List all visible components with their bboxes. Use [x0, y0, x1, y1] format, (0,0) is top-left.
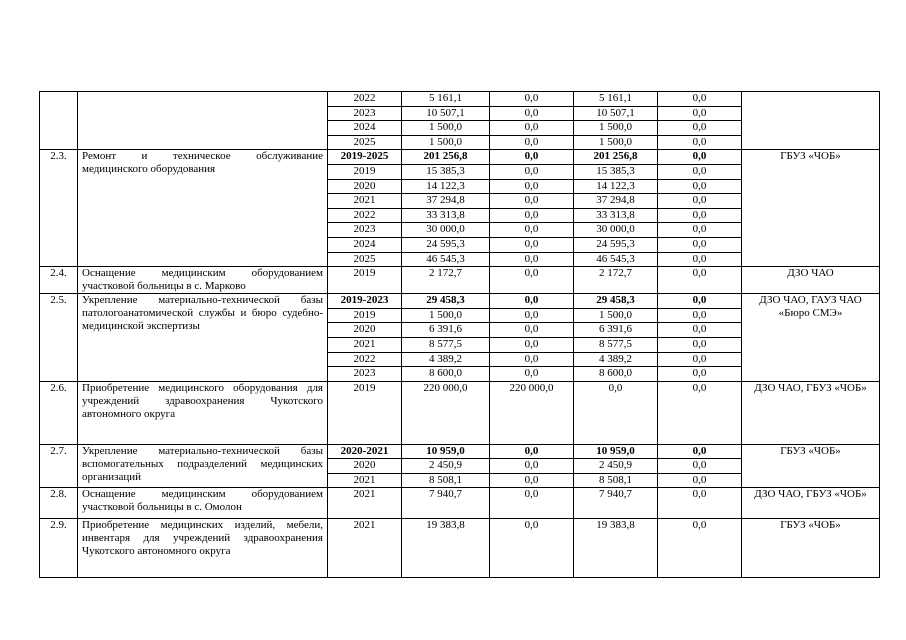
other-sources-cell: 0,0 — [658, 381, 742, 444]
federal-budget-cell: 0,0 — [490, 267, 574, 294]
other-sources-cell: 0,0 — [658, 164, 742, 179]
federal-budget-cell: 0,0 — [490, 337, 574, 352]
item-name: Приобретение медицинского оборудования для учреждений здравоохранения Чукотского автономного округа — [78, 381, 328, 444]
other-sources-cell: 0,0 — [658, 267, 742, 294]
year-cell: 2021 — [328, 488, 402, 519]
table-row — [40, 381, 880, 444]
okrug-budget-cell: 1 500,0 — [574, 308, 658, 323]
executor-cell: ДЗО ЧАО, ГБУЗ «ЧОБ» — [742, 381, 880, 444]
other-sources-cell: 0,0 — [658, 194, 742, 209]
okrug-budget-cell: 19 383,8 — [574, 519, 658, 578]
item-number: 2.9. — [40, 519, 78, 578]
table-row — [40, 519, 880, 578]
okrug-budget-cell: 2 172,7 — [574, 267, 658, 294]
federal-budget-cell: 0,0 — [490, 194, 574, 209]
item-name — [78, 92, 328, 150]
year-cell: 2019 — [328, 381, 402, 444]
federal-budget-cell: 0,0 — [490, 92, 574, 107]
federal-budget-cell: 0,0 — [490, 164, 574, 179]
table-row — [40, 488, 880, 519]
year-cell: 2019 — [328, 164, 402, 179]
federal-budget-cell: 0,0 — [490, 150, 574, 165]
other-sources-cell: 0,0 — [658, 519, 742, 578]
other-sources-cell: 0,0 — [658, 237, 742, 252]
federal-budget-cell: 0,0 — [490, 179, 574, 194]
other-sources-cell: 0,0 — [658, 294, 742, 309]
year-cell: 2022 — [328, 208, 402, 223]
year-cell: 2021 — [328, 519, 402, 578]
total-cell: 1 500,0 — [402, 308, 490, 323]
okrug-budget-cell: 1 500,0 — [574, 121, 658, 136]
item-number: 2.5. — [40, 294, 78, 382]
other-sources-cell: 0,0 — [658, 323, 742, 338]
total-cell: 15 385,3 — [402, 164, 490, 179]
year-cell: 2022 — [328, 92, 402, 107]
item-number: 2.8. — [40, 488, 78, 519]
total-cell: 2 450,9 — [402, 459, 490, 474]
executor-cell: ДЗО ЧАО, ГАУЗ ЧАО «Бюро СМЭ» — [742, 294, 880, 382]
total-cell: 2 172,7 — [402, 267, 490, 294]
federal-budget-cell: 0,0 — [490, 473, 574, 488]
federal-budget-cell: 0,0 — [490, 444, 574, 459]
okrug-budget-cell: 0,0 — [574, 381, 658, 444]
okrug-budget-cell: 29 458,3 — [574, 294, 658, 309]
item-name: Оснащение медицинским оборудованием участковой больницы в с. Марково — [78, 267, 328, 294]
item-name: Укрепление материально-технической базы патологоанатомической службы и бюро судебно-медицинской экспертизы — [78, 294, 328, 382]
year-cell: 2023 — [328, 223, 402, 238]
federal-budget-cell: 220 000,0 — [490, 381, 574, 444]
total-cell: 1 500,0 — [402, 121, 490, 136]
okrug-budget-cell: 37 294,8 — [574, 194, 658, 209]
item-name: Укрепление материально-технической базы вспомогательных подразделений медицинских организаций — [78, 444, 328, 488]
okrug-budget-cell: 201 256,8 — [574, 150, 658, 165]
other-sources-cell: 0,0 — [658, 252, 742, 267]
okrug-budget-cell: 2 450,9 — [574, 459, 658, 474]
executor-cell: ДЗО ЧАО, ГБУЗ «ЧОБ» — [742, 488, 880, 519]
okrug-budget-cell: 5 161,1 — [574, 92, 658, 107]
okrug-budget-cell: 1 500,0 — [574, 135, 658, 150]
total-cell: 5 161,1 — [402, 92, 490, 107]
okrug-budget-cell: 10 507,1 — [574, 106, 658, 121]
total-cell: 24 595,3 — [402, 237, 490, 252]
okrug-budget-cell: 30 000,0 — [574, 223, 658, 238]
total-cell: 6 391,6 — [402, 323, 490, 338]
total-cell: 4 389,2 — [402, 352, 490, 367]
total-cell: 201 256,8 — [402, 150, 490, 165]
total-cell: 37 294,8 — [402, 194, 490, 209]
year-cell: 2023 — [328, 367, 402, 382]
year-cell: 2021 — [328, 473, 402, 488]
other-sources-cell: 0,0 — [658, 444, 742, 459]
year-cell: 2019 — [328, 308, 402, 323]
year-cell: 2019-2023 — [328, 294, 402, 309]
year-cell: 2020 — [328, 323, 402, 338]
item-number: 2.3. — [40, 150, 78, 267]
total-cell: 46 545,3 — [402, 252, 490, 267]
other-sources-cell: 0,0 — [658, 473, 742, 488]
year-cell: 2020-2021 — [328, 444, 402, 459]
okrug-budget-cell: 7 940,7 — [574, 488, 658, 519]
executor-cell: ГБУЗ «ЧОБ» — [742, 150, 880, 267]
federal-budget-cell: 0,0 — [490, 121, 574, 136]
table-body — [40, 92, 880, 578]
okrug-budget-cell: 6 391,6 — [574, 323, 658, 338]
year-cell: 2023 — [328, 106, 402, 121]
item-name: Ремонт и техническое обслуживание медицинского оборудования — [78, 150, 328, 267]
okrug-budget-cell: 4 389,2 — [574, 352, 658, 367]
year-cell: 2024 — [328, 121, 402, 136]
year-cell: 2024 — [328, 237, 402, 252]
table-row — [40, 150, 880, 165]
okrug-budget-cell: 14 122,3 — [574, 179, 658, 194]
table-row — [40, 267, 880, 294]
federal-budget-cell: 0,0 — [490, 237, 574, 252]
year-cell: 2019-2025 — [328, 150, 402, 165]
federal-budget-cell: 0,0 — [490, 223, 574, 238]
other-sources-cell: 0,0 — [658, 106, 742, 121]
okrug-budget-cell: 8 600,0 — [574, 367, 658, 382]
item-name: Оснащение медицинским оборудованием участковой больницы в с. Омолон — [78, 488, 328, 519]
executor-cell — [742, 92, 880, 150]
year-cell: 2020 — [328, 179, 402, 194]
item-number — [40, 92, 78, 150]
okrug-budget-cell: 24 595,3 — [574, 237, 658, 252]
total-cell: 7 940,7 — [402, 488, 490, 519]
item-number: 2.4. — [40, 267, 78, 294]
year-cell: 2020 — [328, 459, 402, 474]
federal-budget-cell: 0,0 — [490, 252, 574, 267]
other-sources-cell: 0,0 — [658, 367, 742, 382]
total-cell: 8 600,0 — [402, 367, 490, 382]
item-number: 2.6. — [40, 381, 78, 444]
year-cell: 2025 — [328, 135, 402, 150]
total-cell: 8 508,1 — [402, 473, 490, 488]
federal-budget-cell: 0,0 — [490, 308, 574, 323]
table-row — [40, 92, 880, 107]
total-cell: 30 000,0 — [402, 223, 490, 238]
year-cell: 2022 — [328, 352, 402, 367]
okrug-budget-cell: 10 959,0 — [574, 444, 658, 459]
executor-cell: ДЗО ЧАО — [742, 267, 880, 294]
okrug-budget-cell: 33 313,8 — [574, 208, 658, 223]
other-sources-cell: 0,0 — [658, 459, 742, 474]
federal-budget-cell: 0,0 — [490, 519, 574, 578]
total-cell: 8 577,5 — [402, 337, 490, 352]
total-cell: 33 313,8 — [402, 208, 490, 223]
total-cell: 220 000,0 — [402, 381, 490, 444]
federal-budget-cell: 0,0 — [490, 459, 574, 474]
total-cell: 1 500,0 — [402, 135, 490, 150]
other-sources-cell: 0,0 — [658, 179, 742, 194]
other-sources-cell: 0,0 — [658, 308, 742, 323]
federal-budget-cell: 0,0 — [490, 323, 574, 338]
federal-budget-cell: 0,0 — [490, 367, 574, 382]
total-cell: 19 383,8 — [402, 519, 490, 578]
federal-budget-cell: 0,0 — [490, 135, 574, 150]
executor-cell: ГБУЗ «ЧОБ» — [742, 444, 880, 488]
federal-budget-cell: 0,0 — [490, 352, 574, 367]
other-sources-cell: 0,0 — [658, 337, 742, 352]
item-number: 2.7. — [40, 444, 78, 488]
year-cell: 2019 — [328, 267, 402, 294]
okrug-budget-cell: 8 577,5 — [574, 337, 658, 352]
other-sources-cell: 0,0 — [658, 150, 742, 165]
total-cell: 29 458,3 — [402, 294, 490, 309]
federal-budget-cell: 0,0 — [490, 106, 574, 121]
program-funding-table — [39, 91, 880, 578]
other-sources-cell: 0,0 — [658, 223, 742, 238]
federal-budget-cell: 0,0 — [490, 294, 574, 309]
okrug-budget-cell: 46 545,3 — [574, 252, 658, 267]
year-cell: 2025 — [328, 252, 402, 267]
okrug-budget-cell: 15 385,3 — [574, 164, 658, 179]
okrug-budget-cell: 8 508,1 — [574, 473, 658, 488]
federal-budget-cell: 0,0 — [490, 488, 574, 519]
other-sources-cell: 0,0 — [658, 121, 742, 136]
other-sources-cell: 0,0 — [658, 488, 742, 519]
total-cell: 14 122,3 — [402, 179, 490, 194]
federal-budget-cell: 0,0 — [490, 208, 574, 223]
other-sources-cell: 0,0 — [658, 352, 742, 367]
table-row — [40, 294, 880, 309]
year-cell: 2021 — [328, 194, 402, 209]
other-sources-cell: 0,0 — [658, 208, 742, 223]
item-name: Приобретение медицинских изделий, мебели, инвентаря для учреждений здравоохранения Чукотского автономного округа — [78, 519, 328, 578]
other-sources-cell: 0,0 — [658, 92, 742, 107]
table-row — [40, 444, 880, 459]
other-sources-cell: 0,0 — [658, 135, 742, 150]
total-cell: 10 507,1 — [402, 106, 490, 121]
year-cell: 2021 — [328, 337, 402, 352]
total-cell: 10 959,0 — [402, 444, 490, 459]
executor-cell: ГБУЗ «ЧОБ» — [742, 519, 880, 578]
